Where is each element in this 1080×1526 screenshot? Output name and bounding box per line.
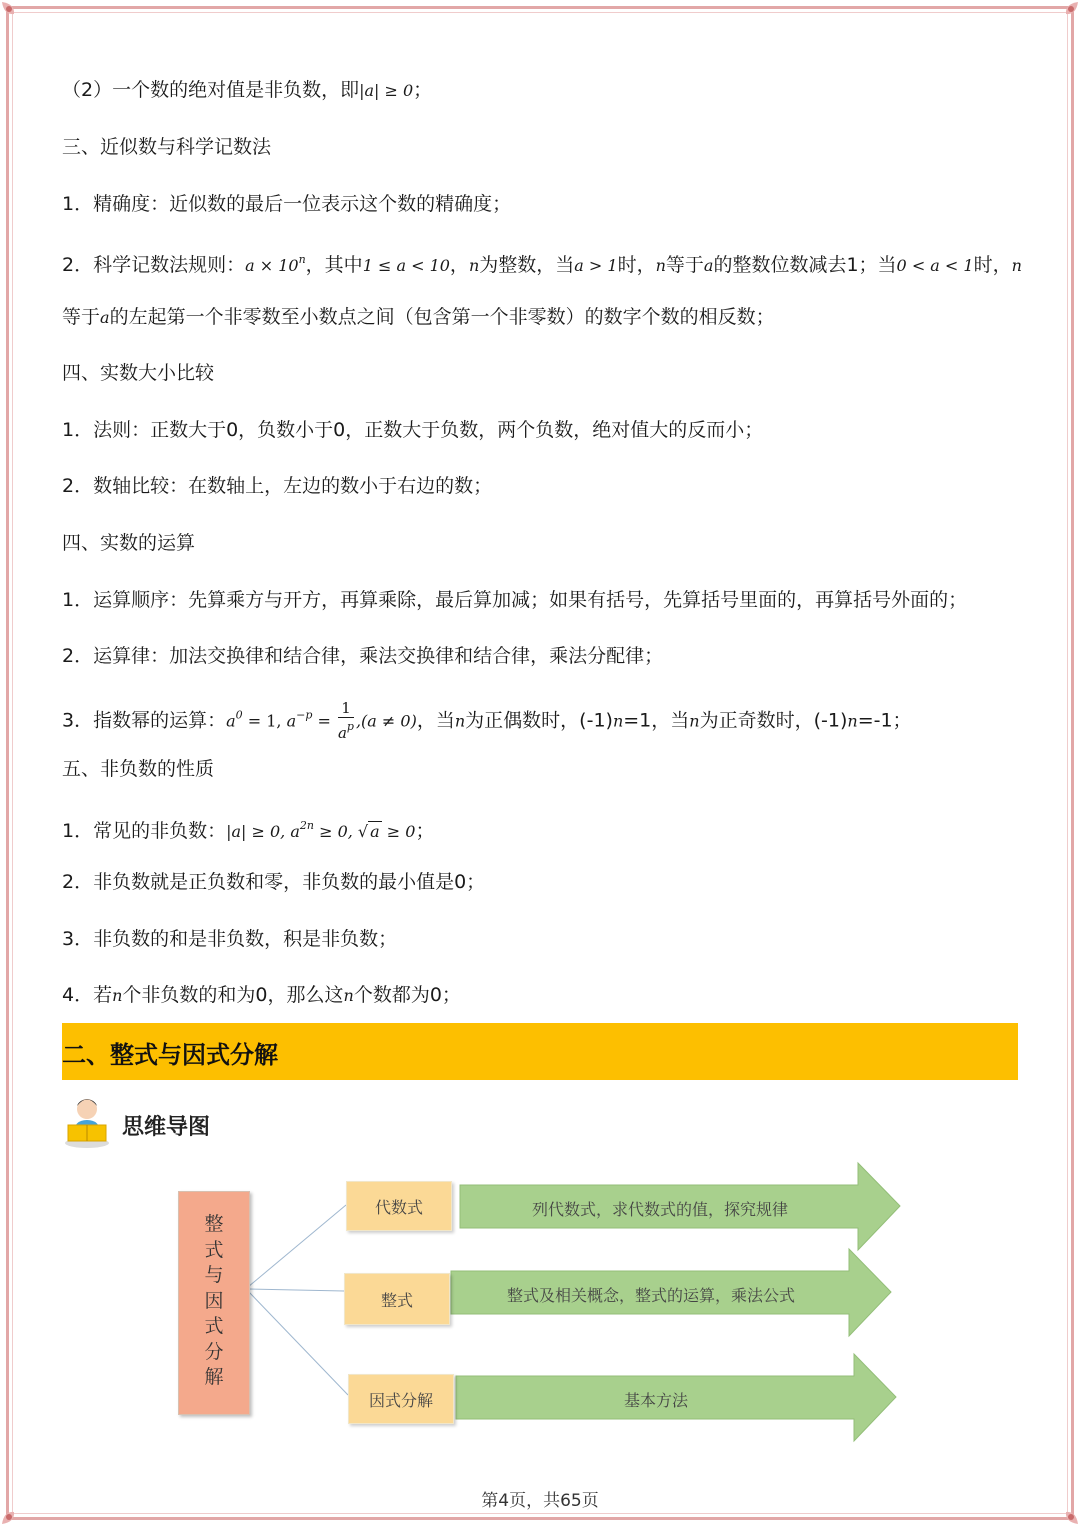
corner-ornament-icon [0, 0, 30, 30]
subsection-heading: 五、非负数的性质 [62, 758, 215, 780]
mindmap-node: 代数式 [346, 1181, 452, 1231]
text-line: （2）一个数的绝对值是非负数，即|a| ≥ 0； [62, 79, 433, 101]
mindmap-diagram [160, 1155, 920, 1455]
text-line: 1．运算顺序：先算乘方与开方，再算乘除，最后算加减；如果有括号，先算括号里面的，再算括号外面的； [62, 589, 968, 611]
text-line: 2．数轴比较：在数轴上，左边的数小于右边的数； [62, 475, 493, 497]
subsection-heading: 三、近似数与科学记数法 [62, 136, 272, 158]
corner-ornament-icon [1050, 0, 1080, 30]
text-line: 4．若n个非负数的和为0，那么这n个数都为0； [62, 984, 461, 1006]
section-title: 二、整式与因式分解 [62, 1041, 278, 1069]
mindmap-label: 思维导图 [122, 1115, 211, 1140]
text-line: 1．精确度：近似数的最后一位表示这个数的精确度； [62, 193, 512, 215]
text-line: 3．指数幂的运算：$a^0 = 1$, $a^{-p}$ = $\frac{1}{a^p}$ ,(a ≠ 0)，当n为正偶数时，(-1)n=1，当n为正奇数时，(-1)n=-1； [62, 699, 912, 742]
text-line: 2．非负数就是正负数和零，非负数的最小值是0； [62, 871, 486, 893]
mindmap-node: 整式 [344, 1273, 450, 1325]
square-root: √ a [357, 822, 380, 841]
mindmap-root-label: 整式与因式分解 [204, 1213, 224, 1388]
text-line: 1．法则：正数大于0，负数小于0，正数大于负数，两个负数，绝对值大的反而小； [62, 419, 764, 441]
mindmap-root [178, 1191, 250, 1415]
text-line: 3．非负数的和是非负数，积是非负数； [62, 928, 398, 950]
mindmap-detail: 基本方法 [623, 1391, 688, 1410]
subsection-heading: 四、实数的运算 [62, 532, 196, 554]
mindmap-detail: 整式及相关概念，整式的运算，乘法公式 [506, 1286, 795, 1305]
text-line: 2．运算律：加法交换律和结合律，乘法交换律和结合律，乘法分配律； [62, 645, 664, 667]
subsection-heading: 四、实数大小比较 [62, 362, 215, 384]
student-reading-icon [62, 1093, 112, 1149]
page-number: 第4页，共65页 [481, 1491, 599, 1511]
section-banner [62, 1023, 1018, 1080]
fraction: $\frac{1}{a^p}$ [337, 699, 354, 742]
mindmap-node: 因式分解 [348, 1374, 454, 1424]
mindmap-detail: 列代数式，求代数式的值，探究规律 [531, 1200, 788, 1219]
text-line: 1．常见的非负数：|a| ≥ 0, $a^{2n} \ge 0$, √ a ≥ 0； [62, 813, 434, 845]
text-line: 2．科学记数法规则：$a \times 10^n$，其中1 ≤ a < 10，n为整数，当a > 1时，n等于a的整数位数减去1；当0 < a < 1时，n [62, 253, 1022, 276]
text-line: 等于a的左起第一个非零数至小数点之间（包含第一个非零数）的数字个数的相反数； [62, 306, 775, 328]
